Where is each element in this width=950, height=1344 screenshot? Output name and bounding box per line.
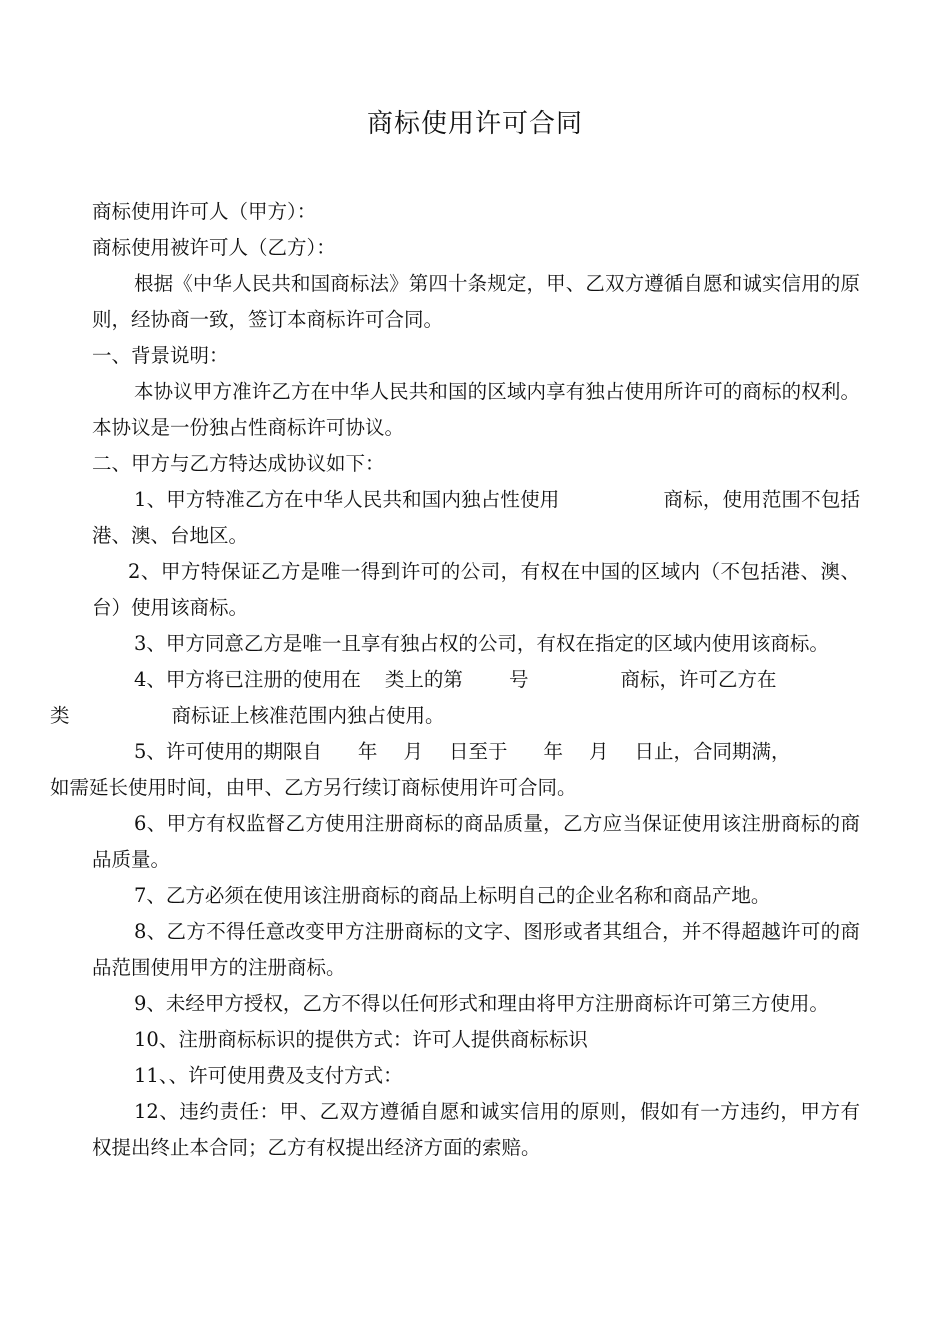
section2-heading: 二、甲方与乙方特达成协议如下： xyxy=(92,452,385,475)
section1-heading: 一、背景说明： xyxy=(92,344,229,367)
clause-10: 10、注册商标标识的提供方式：许可人提供商标标识 xyxy=(134,1028,588,1051)
clause-9: 9、未经甲方授权，乙方不得以任何形式和理由将甲方注册商标许可第三方使用。 xyxy=(134,992,829,1015)
clause-8: 8、乙方不得任意改变甲方注册商标的文字、图形或者其组合，并不得超越许可的商品范围使用甲方的注册商标。 xyxy=(92,920,860,979)
clause-4-part-c: 号 xyxy=(508,668,529,691)
clause-5-month-2: 月 xyxy=(588,740,609,763)
section1-paragraph: 本协议甲方准许乙方在中华人民共和国的区域内享有独占使用所许可的商标的权利。本协议是一份独占性商标许可协议。 xyxy=(92,380,860,439)
licensee-line: 商标使用被许可人（乙方）： xyxy=(92,236,336,259)
clause-4-part-f: 商标证上核准范围内独占使用。 xyxy=(171,704,445,727)
clause-7: 7、乙方必须在使用该注册商标的商品上标明自己的企业名称和商品产地。 xyxy=(134,884,771,907)
clause-5-part-h: 如需延长使用时间，由甲、乙方另行续订商标使用许可合同。 xyxy=(50,776,577,799)
clause-1-part-b: 商标，使用范围不包括港、澳、台地区。 xyxy=(92,488,860,547)
clause-2: 2、甲方特保证乙方是唯一得到许可的公司，有权在中国的区域内（不包括港、澳、台）使用该商标。 xyxy=(92,560,860,619)
clause-5 xyxy=(50,734,860,806)
clause-4-part-a: 4、甲方将已注册的使用在 xyxy=(134,668,361,691)
clause-5-year-2: 年 xyxy=(543,740,563,763)
clause-5-day-2: 日止，合同期满， xyxy=(634,740,791,763)
licensor-line: 商标使用许可人（甲方）： xyxy=(92,200,317,223)
clause-4-part-e: 类 xyxy=(50,704,70,727)
clause-6: 6、甲方有权监督乙方使用注册商标的商品质量，乙方应当保证使用该注册商标的商品质量。 xyxy=(92,812,860,871)
clause-12: 12、违约责任：甲、乙双方遵循自愿和诚实信用的原则，假如有一方违约，甲方有权提出终止本合同；乙方有权提出经济方面的索赔。 xyxy=(92,1100,860,1159)
clause-4-part-b: 类上的第 xyxy=(384,668,463,691)
clause-5-part-a: 5、许可使用的期限自 xyxy=(134,740,322,763)
clause-5-month-1: 月 xyxy=(403,740,423,763)
document-title: 商标使用许可合同 xyxy=(366,109,583,139)
clause-5-year-1: 年 xyxy=(357,740,378,763)
clause-3: 3、甲方同意乙方是唯一且享有独占权的公司，有权在指定的区域内使用该商标。 xyxy=(134,632,829,655)
clause-4-part-d: 商标，许可乙方在 xyxy=(620,668,777,691)
preamble-paragraph: 根据《中华人民共和国商标法》第四十条规定，甲、乙双方遵循自愿和诚实信用的原则，经协商一致，签订本商标许可合同。 xyxy=(92,272,860,331)
clause-1 xyxy=(92,482,860,554)
clause-11: 11、、许可使用费及支付方式： xyxy=(134,1064,403,1087)
clause-1-part-a: 1、甲方特准乙方在中华人民共和国内独占性使用 xyxy=(134,488,560,511)
clause-5-day-1: 日至于 xyxy=(448,740,508,763)
clause-4 xyxy=(50,662,860,734)
document-body xyxy=(50,194,860,1166)
